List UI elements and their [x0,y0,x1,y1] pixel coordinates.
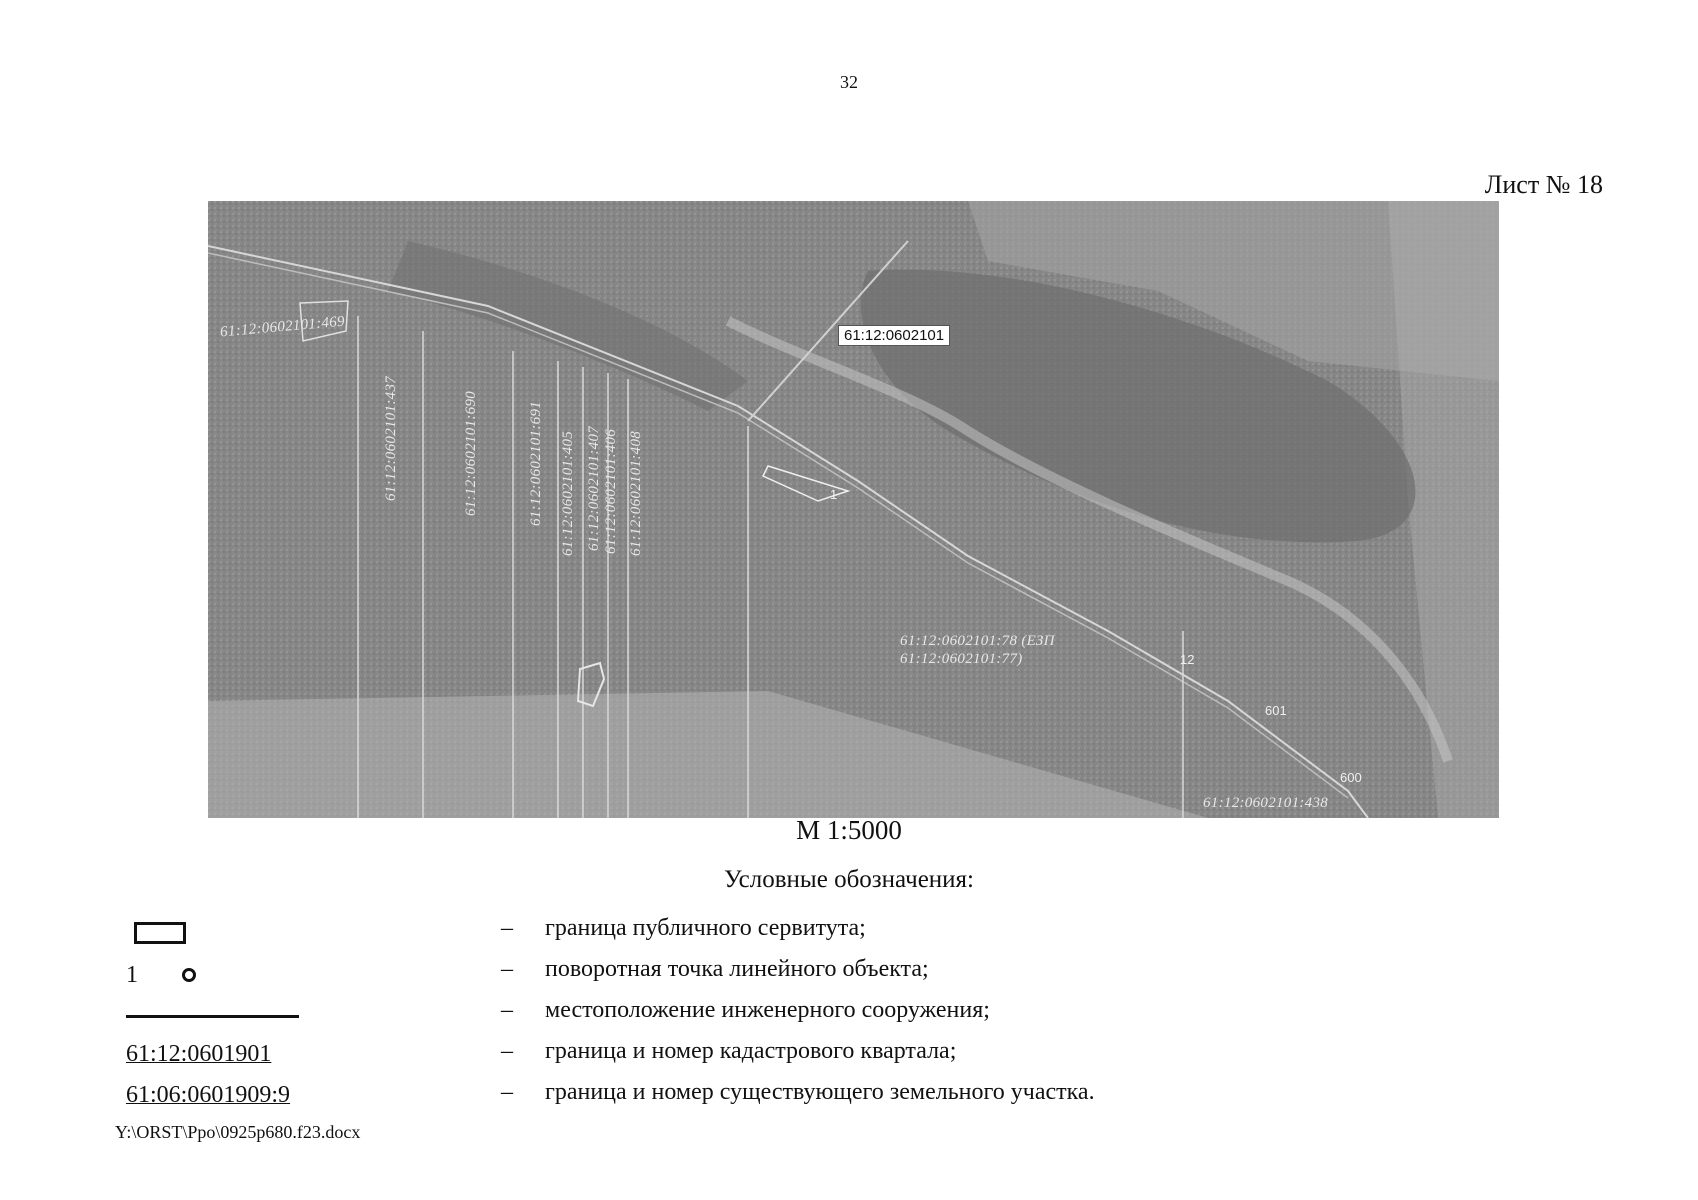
parcel-number-sample: 61:06:0601909:9 [126,1082,291,1108]
legend-description: граница и номер существующего земельного участка. [545,1079,1095,1105]
parcel-label: 61:12:0602101:407 [586,425,602,551]
legend-description: граница и номер кадастрового квартала; [545,1038,957,1064]
legend-dash: – [501,997,513,1023]
legend-row-engineering-line [120,997,1520,1037]
parcel-label: 61:12:0602101:408 [628,430,644,556]
legend-symbol [120,915,320,955]
legend-title: Условные обозначения: [723,866,975,893]
point-label: 600 [1340,770,1362,785]
cadastral-map [208,201,1499,818]
point-label: 1 [830,487,838,502]
legend-symbol [120,1079,320,1119]
parcel-label: 61:12:0602101:469 [219,313,346,341]
parcel-label: 61:12:0602101:405 [560,430,576,556]
line-symbol-icon [126,1015,299,1018]
file-path: Y:\ORST\Ppo\0925p680.f23.docx [115,1122,361,1142]
point-number: 1 [126,962,138,988]
parcel-label: 61:12:0602101:690 [463,390,479,516]
legend-row-land-parcel [120,1079,1520,1119]
legend-symbol [120,1038,320,1078]
parcel-label: 61:12:0602101:78 (ЕЗП [900,633,1055,649]
parcel-label: 61:12:0602101:437 [383,375,399,501]
satellite-image [208,201,1499,818]
point-label: 12 [1180,652,1195,667]
map-scale: М 1:5000 [796,815,902,845]
quarter-number-label: 61:12:0602101 [838,325,950,346]
legend-description: местоположение инженерного сооружения; [545,997,990,1023]
parcel-label: 61:12:0602101:438 [1203,795,1329,811]
point-label: 601 [1265,703,1287,718]
quarter-number-sample: 61:12:0601901 [126,1041,272,1067]
legend-row-cadastral-quarter [120,1038,1520,1078]
parcel-label: 61:12:0602101:691 [528,400,544,526]
rectangle-symbol-icon [134,922,186,944]
page-number: 32 [840,72,858,92]
legend-dash: – [501,1079,513,1105]
legend-row-turn-point [120,956,1520,996]
legend-dash: – [501,956,513,982]
legend-row-servitude [120,915,1520,955]
sheet-label: Лист № 18 [1484,170,1603,199]
parcel-label: 61:12:0602101:77) [900,651,1023,667]
legend-symbol [120,997,320,1037]
legend-dash: – [501,1038,513,1064]
legend-description: поворотная точка линейного объекта; [545,956,929,982]
legend-symbol [120,956,320,996]
legend-description: граница публичного сервитута; [545,915,866,941]
parcel-label: 61:12:0602101:406 [603,428,619,554]
point-circle-icon [182,968,196,982]
legend-dash: – [501,915,513,941]
